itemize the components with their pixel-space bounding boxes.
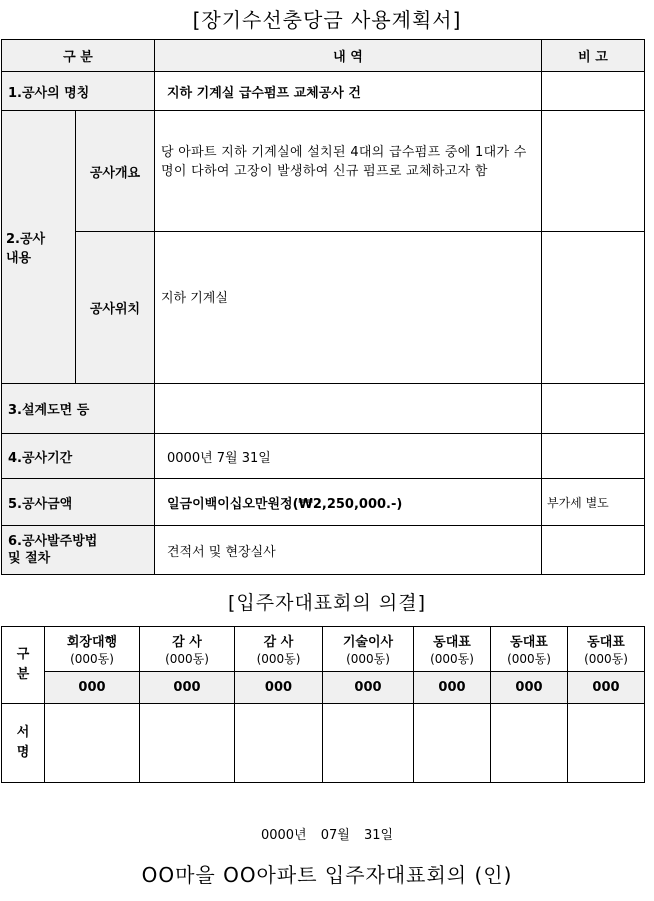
overview-label: 공사개요: [76, 111, 155, 232]
overview-value: 당 아파트 지하 기계실에 설치된 4대의 급수펌프 중에 1대가 수명이 다하여 고장이 발생하여 신규 펌프로 교체하고자 함: [155, 111, 542, 232]
method-label: 6.공사발주방법 및 절차: [2, 526, 155, 575]
row-design: [2, 384, 645, 434]
member-name: 000: [323, 672, 414, 704]
method-value: 견적서 및 현장실사: [155, 526, 542, 575]
header-category: 구 분: [2, 40, 155, 72]
member-role: 회장대행: [66, 635, 118, 650]
period-note: [542, 434, 645, 479]
member-name: 000: [491, 672, 568, 704]
member-role: 감 사: [263, 635, 294, 650]
row-method: [2, 526, 645, 575]
period-label: 4.공사기간: [2, 434, 155, 479]
amount-note: 부가세 별도: [542, 479, 645, 526]
location-label: 공사위치: [76, 232, 155, 384]
signature-cell: [568, 704, 645, 783]
member-dong: (000동): [346, 652, 390, 666]
location-note: [542, 232, 645, 384]
row-amount: [2, 479, 645, 526]
location-value: 지하 기계실: [155, 232, 542, 384]
member-role-cell: [140, 627, 235, 672]
member-role-cell: [45, 627, 140, 672]
member-name: 000: [235, 672, 323, 704]
document-title: [장기수선충당금 사용계획서]: [192, 8, 462, 32]
design-value: [155, 384, 542, 434]
header-content: 내 역: [155, 40, 542, 72]
member-name: 000: [568, 672, 645, 704]
header-note: 비 고: [542, 40, 645, 72]
project-content-label: 2.공사 내용: [2, 111, 76, 384]
member-role-cell: [491, 627, 568, 672]
member-name: 000: [45, 672, 140, 704]
design-label: 3.설계도면 등: [2, 384, 155, 434]
resolution-table: [1, 626, 645, 783]
member-role: 동대표: [433, 635, 471, 650]
period-value: 0000년 7월 31일: [155, 434, 542, 479]
member-role-cell: [323, 627, 414, 672]
sign-label: 서 명: [2, 704, 45, 783]
signature-cell: [491, 704, 568, 783]
signature-line: OO마을 OO아파트 입주자대표회의 (인): [141, 863, 513, 887]
plan-header-row: [2, 40, 645, 72]
amount-label: 5.공사금액: [2, 479, 155, 526]
row-overview: [2, 111, 645, 232]
row-period: [2, 434, 645, 479]
method-note: [542, 526, 645, 575]
member-role-cell: [414, 627, 491, 672]
member-dong: (000동): [507, 652, 551, 666]
project-name-value: 지하 기계실 급수펌프 교체공사 건: [155, 72, 542, 111]
design-note: [542, 384, 645, 434]
member-role: 기술이사: [342, 635, 394, 650]
member-dong: (000동): [256, 652, 301, 666]
overview-note: [542, 111, 645, 232]
role-row: [2, 627, 645, 672]
signature-cell: [323, 704, 414, 783]
member-dong: (000동): [430, 652, 474, 666]
resolution-title: [입주자대표회의 의결]: [227, 592, 427, 614]
row-project-name: [2, 72, 645, 111]
member-name: 000: [414, 672, 491, 704]
member-role-cell: [235, 627, 323, 672]
member-role: 동대표: [587, 635, 625, 650]
signature-cell: [45, 704, 140, 783]
member-role-cell: [568, 627, 645, 672]
member-dong: (000동): [584, 652, 628, 666]
member-name: 000: [140, 672, 235, 704]
member-role: 감 사: [172, 635, 202, 650]
project-name-note: [542, 72, 645, 111]
plan-table: [1, 39, 645, 575]
member-dong: (000동): [70, 652, 114, 666]
project-name-label: 1.공사의 명칭: [2, 72, 155, 111]
amount-value: 일금이백이십오만원정(₩2,250,000.-): [155, 479, 542, 526]
signature-cell: [235, 704, 323, 783]
category-label: 구 분: [2, 627, 45, 704]
document-date: 0000년 07월 31일: [260, 828, 394, 843]
signature-row: [2, 704, 645, 783]
row-location: [2, 232, 645, 384]
member-role: 동대표: [510, 635, 548, 650]
name-row: [2, 672, 645, 704]
signature-cell: [140, 704, 235, 783]
member-dong: (000동): [165, 652, 209, 666]
signature-cell: [414, 704, 491, 783]
